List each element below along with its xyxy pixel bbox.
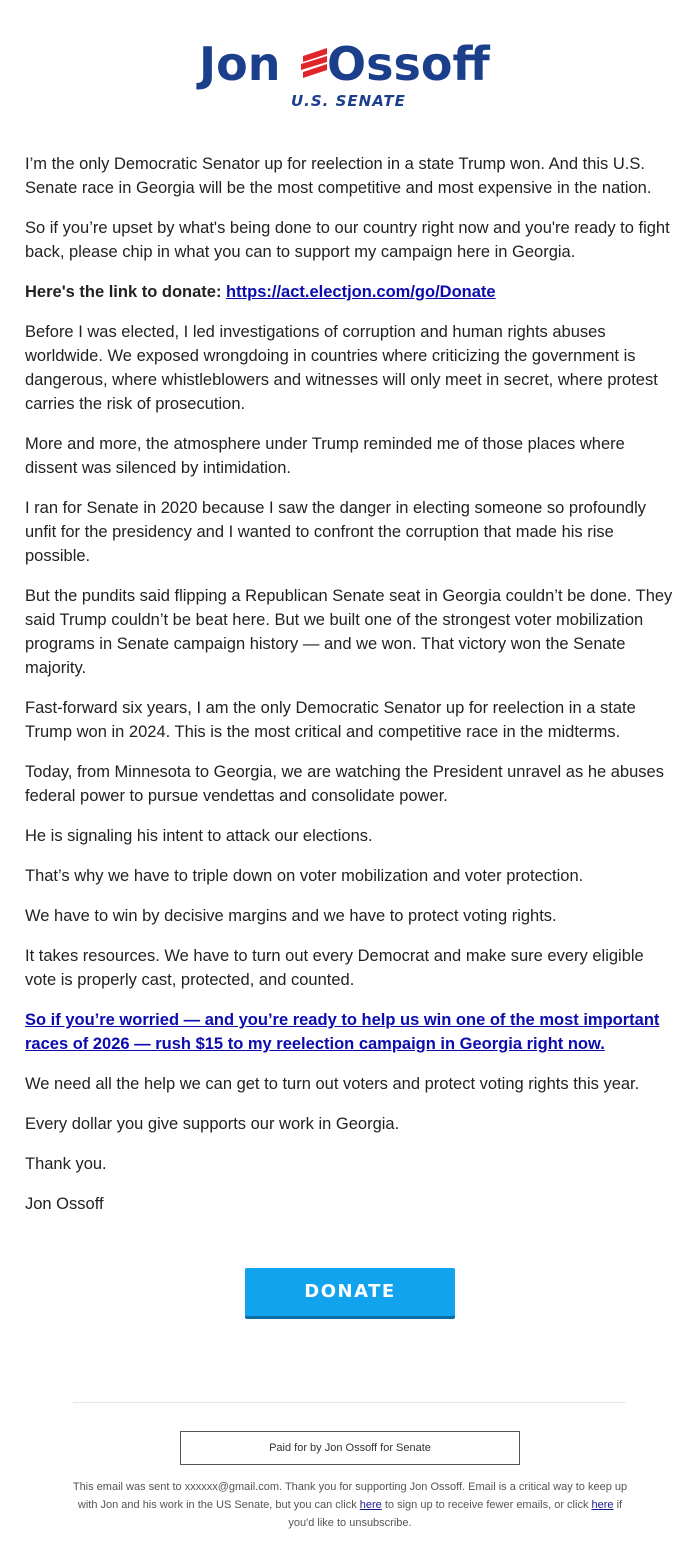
paragraph: That’s why we have to triple down on voter mobilization and voter protection. bbox=[25, 867, 584, 885]
donate-appeal-paragraph bbox=[25, 1008, 675, 1056]
paragraph: I ran for Senate in 2020 because I saw the danger in electing someone so profoundly unfit for the presidency and I wanted to confront the corruption that made his rise possible. bbox=[25, 499, 646, 565]
donate-url-link[interactable]: https://act.electjon.com/go/Donate bbox=[226, 283, 496, 301]
paragraph: Before I was elected, I led investigations of corruption and human rights abuses worldwide. We exposed wrongdoing in countries where criticizing the government is dangerous, where whistleblowers and witnesses will only meet in secret, where protest carries the risk of prosecution. bbox=[25, 323, 658, 413]
footer-text-b: to sign up to receive fewer emails, or click bbox=[384, 1499, 589, 1511]
footer-text-a: . Thank you for supporting Jon Ossoff. Email is a critical way to keep up with Jon and his work in the US Senate, but you can click bbox=[77, 1481, 628, 1511]
paragraph: Fast-forward six years, I am the only Democratic Senator up for reelection in a state Trump won in 2024. This is the most critical and competitive race in the midterms. bbox=[25, 699, 636, 741]
donate-appeal-link[interactable]: So if you’re worried — and you’re ready to help us win one of the most important races of 2026 — rush $15 to my reelection campaign in Georgia right now. bbox=[25, 1011, 660, 1053]
logo-subtitle: U.S. SENATE bbox=[291, 92, 406, 110]
fewer-emails-link[interactable]: here bbox=[359, 1499, 382, 1511]
paragraph: We have to win by decisive margins and we have to protect voting rights. bbox=[25, 907, 557, 925]
paragraph: We need all the help we can get to turn out voters and protect voting rights this year. bbox=[25, 1075, 640, 1093]
footer-text bbox=[70, 1478, 630, 1532]
paragraph: Thank you. bbox=[25, 1155, 107, 1173]
campaign-logo bbox=[0, 32, 700, 114]
email-body bbox=[25, 152, 675, 1232]
donate-link-paragraph bbox=[25, 280, 675, 304]
paragraph: So if you’re upset by what's being done to our country right now and you're ready to fight back, please chip in what you can to support my campaign here in Georgia. bbox=[25, 219, 670, 261]
logo-first-name: Jon bbox=[199, 37, 281, 91]
paragraph: It takes resources. We have to turn out every Democrat and make sure every eligible vote is properly cast, protected, and counted. bbox=[25, 947, 644, 989]
donate-link-label: Here's the link to donate: bbox=[25, 283, 222, 301]
unsubscribe-link[interactable]: here bbox=[591, 1499, 614, 1511]
donate-button-container bbox=[0, 1268, 700, 1319]
footer-sent-to: This email was sent to bbox=[72, 1481, 182, 1493]
paragraph: More and more, the atmosphere under Trump reminded me of those places where dissent was silenced by intimidation. bbox=[25, 435, 625, 477]
paragraph: Every dollar you give supports our work in Georgia. bbox=[25, 1115, 400, 1133]
logo-stripes-icon bbox=[301, 48, 327, 78]
logo-svg bbox=[195, 32, 505, 112]
footer-text-c: if you'd like to unsubscribe. bbox=[288, 1499, 623, 1529]
footer-email: xxxxxx@gmail.com bbox=[184, 1481, 280, 1493]
donate-button[interactable]: DONATE bbox=[245, 1268, 455, 1319]
paid-for-disclaimer: Paid for by Jon Ossoff for Senate bbox=[180, 1431, 520, 1465]
paragraph: Today, from Minnesota to Georgia, we are watching the President unravel as he abuses federal power to pursue vendettas and consolidate power. bbox=[25, 763, 664, 805]
logo-last-name: Ossoff bbox=[327, 37, 490, 91]
paragraph: I’m the only Democratic Senator up for reelection in a state Trump won. And this U.S. Senate race in Georgia will be the most competitive and most expensive in the nation. bbox=[25, 155, 652, 197]
paragraph: But the pundits said flipping a Republican Senate seat in Georgia couldn’t be done. They said Trump couldn’t be beat here. But we built one of the strongest voter mobilization programs in Senate campaign history — and we won. That victory won the Senate majority. bbox=[25, 587, 673, 677]
signature: Jon Ossoff bbox=[25, 1195, 104, 1213]
footer-divider bbox=[73, 1402, 626, 1403]
paragraph: He is signaling his intent to attack our elections. bbox=[25, 827, 373, 845]
